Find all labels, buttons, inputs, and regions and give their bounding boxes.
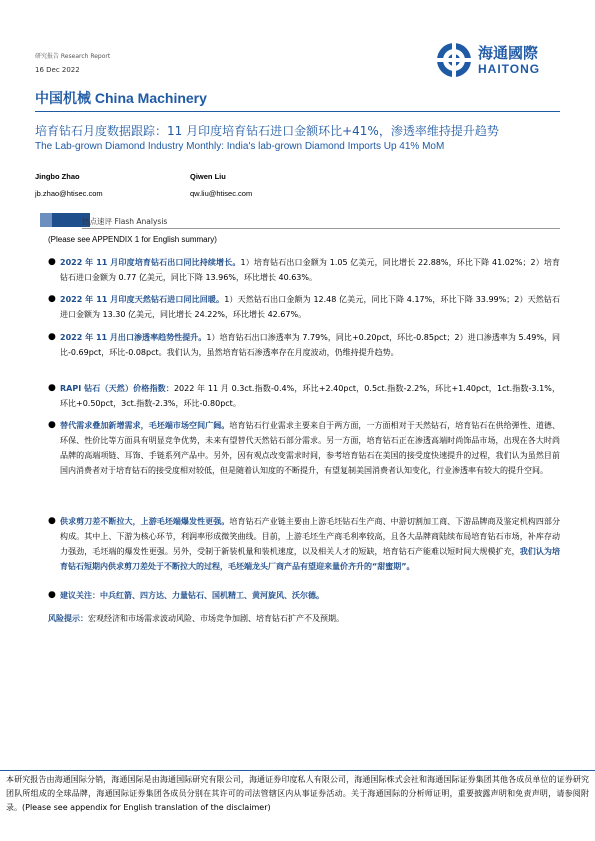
bullet-highlight: 2022 年 11 月出口渗透率趋势性提升。 — [60, 333, 207, 342]
author-email[interactable]: qw.liu@htisec.com — [190, 189, 253, 198]
bullet-item — [48, 514, 560, 574]
bullet-dot-icon: ● — [48, 332, 56, 342]
bullet-highlight: 替代需求叠加新增需求，毛坯端市场空间广阔。 — [60, 421, 230, 430]
author-2 — [190, 172, 252, 198]
logo-text-en: HAITONG — [478, 62, 541, 76]
risk-label: 风险提示： — [48, 614, 88, 623]
bullet-item — [48, 255, 560, 285]
bullet-highlight-conclusion: 我们认为培育钻石短期内供求剪刀差处于不断拉大的过程，毛坯端龙头厂商产品有望迎来量价齐升的“甜蜜期”。 — [60, 547, 560, 571]
author-1 — [35, 172, 103, 198]
author-name: Qiwen Liu — [190, 172, 226, 181]
sector-divider — [35, 111, 560, 112]
bullet-dot-icon: ● — [48, 294, 56, 304]
bullet-item — [48, 292, 560, 322]
author-name: Jingbo Zhao — [35, 172, 80, 181]
flash-marker-accent — [40, 213, 52, 227]
footer-divider — [0, 770, 595, 771]
bullet-highlight: 2022 年 11 月印度培育钻石出口同比持续增长。 — [60, 258, 241, 267]
bullet-text: 培育钻石行业需求主要来自于两方面，一方面相对于天然钻石，培育钻石在供给弹性、道德、环保、性价比等方面具有明显竞争优势，未来有望替代天然钻石部分需求。另一方面，培育钻石正在渗透高端时尚饰品市场，出现在各大时尚品牌的高端项链、耳饰、手链系列产品中。另外，因有观点改变需求时间，参考培育钻石在美国的接受度快速提升的过程，我们认为虽然目前国内消费者对于培育钻石的接受度相对较低，但是随着认知度的不断提升，有望复制美国消费者认知变化，行业渗透率有较大的提升空间。 — [60, 421, 560, 475]
bullet-text: 1）天然钻石出口金额为 12.48 亿美元，同比下降 4.17%，环比下降 33.99%；2）天然钻石进口金额为 13.30 亿美元，同比增长 24.22%，环比增长 42.67%。 — [60, 295, 560, 319]
title-cn: 培育钻石月度数据跟踪：11 月印度培育钻石进口金额环比+41%，渗透率维持提升趋势 — [35, 124, 499, 138]
bullet-dot-icon: ● — [48, 420, 56, 430]
bullet-dot-icon: ● — [48, 516, 56, 526]
risk-warning — [48, 613, 344, 624]
bullet-text: 2022 年 11 月 0.3ct.指数-0.4%，环比+2.40pct，0.5ct.指数-2.2%，环比+1.40pct，1ct.指数-3.1%，环比+0.50pct，3ct.指数-2.3%，环比-0.80pct。 — [60, 384, 560, 408]
flash-divider — [82, 228, 560, 229]
bullet-highlight: 建议关注：中兵红箭、四方达、力量钻石、国机精工、黄河旋风、沃尔德。 — [60, 591, 324, 600]
bullet-text: 1）培育钻石出口渗透率为 7.79%，同比+0.20pct，环比-0.85pct；2）进口渗透率为 5.49%，同比-0.69pct，环比-0.08pct。我们认为，虽然培育钻石渗透率存在月度波动，仍维持提升趋势。 — [60, 333, 560, 357]
bullet-text: 1）培育钻石出口金额为 1.05 亿美元，同比增长 22.88%，环比下降 41.02%；2）培育钻石进口金额为 0.77 亿美元，同比下降 13.96%，环比增长 40.63%。 — [60, 258, 560, 282]
sector-title: 中国机械 China Machinery — [35, 90, 207, 106]
bullet-dot-icon: ● — [48, 383, 56, 393]
bullet-item — [48, 418, 560, 478]
title-en: The Lab-grown Diamond Industry Monthly: India's lab-grown Diamond Imports Up 41% MoM — [35, 141, 445, 152]
bullet-item — [48, 588, 560, 603]
report-date: 16 Dec 2022 — [35, 66, 80, 74]
bullet-highlight: 供求剪刀差不断拉大，上游毛坯端爆发性更强。 — [60, 517, 230, 526]
bullet-highlight: RAPI 钻石（天然）价格指数： — [60, 384, 174, 393]
haitong-logo — [436, 40, 560, 80]
author-email[interactable]: jb.zhao@htisec.com — [35, 189, 103, 198]
haitong-logo-icon — [436, 42, 472, 78]
bullet-dot-icon: ● — [48, 590, 56, 600]
english-summary-note: (Please see APPENDIX 1 for English summary) — [48, 235, 217, 244]
bullet-highlight: 2022 年 11 月印度天然钻石进口同比回暖。 — [60, 295, 225, 304]
risk-text: 宏观经济和市场需求波动风险、市场竞争加剧、培育钻石扩产不及预期。 — [88, 614, 344, 623]
logo-text-cn: 海通國際 — [478, 44, 539, 62]
report-type: 研究报告 Research Report — [35, 53, 111, 60]
flash-label: 热点速评 Flash Analysis — [82, 217, 168, 226]
bullet-item — [48, 381, 560, 411]
footer-disclaimer: 本研究报告由海通国际分销，海通国际是由海通国际研究有限公司，海通证券印度私人有限公司，海通国际株式会社和海通国际证券集团其他各成员单位的证券研究团队所组成的全球品牌，海通国际证券集团各成员分别在其许可的司法管辖区内从事证券活动。关于海通国际的分析师证明，重要披露声明和免责声明，请参阅附录。(Please see appendix for English translation of the disclaimer) — [6, 775, 589, 812]
bullet-dot-icon: ● — [48, 257, 56, 267]
bullet-text: 培育钻石产业链主要由上游毛坯钻石生产商、中游切割加工商、下游品牌商及鉴定机构四部分构成。其中上、下游为核心环节，利润率形成微笑曲线。目前，上游毛坯生产商毛利率较高，且各大品牌商陆续布局培育钻石市场，补库存动力强劲，毛坯端的爆发性更强。另外，受制于新装机量和装机速度，以及相关人才的短缺，培育钻石产能难以短时间大规模扩充， — [60, 517, 560, 556]
bullet-item — [48, 330, 560, 360]
